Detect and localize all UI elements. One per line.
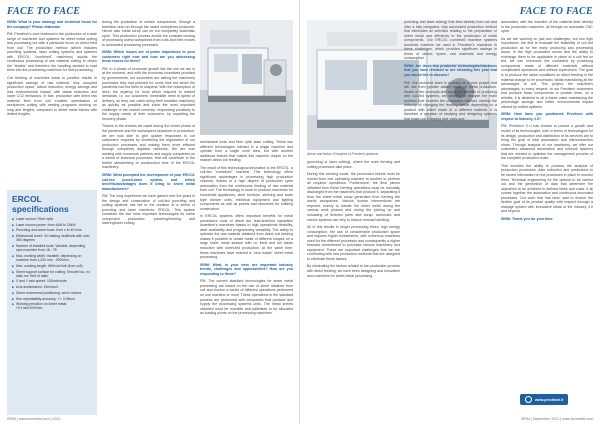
- globe-icon: [525, 396, 532, 403]
- answer-text: All of this results in longer processing times, high energy consumption, the use of considerable production space and requires higher investments, with numerous machines used for the different processes and consequently a higher financial commitment to purchase various machinery and equipment. These are important challenges that we are confronting with new production methods that are designed to eliminate these factors.: [307, 225, 400, 261]
- right-page: [300, 0, 600, 424]
- answer-text: As we are working on just two challenges, but two high importance, the first to evaluate the feasibility of coil fed production as for the many producing and processing areas. In the high production sector and the ability to exchange them to be applicable in place of a coil fed so fed, we can overcome the constraint by producing components made of different materials without complicated operations and without supervision. The goal is to produce the same conditions on direct feeding in the material change to be processed, whilst maintaining all the advantages of coil. This project, the machine's advantages, in every respect, to our Precitech customers that produce those components to provide them, on a reliable, it is destined to all a future value maintaining the percentage savings and better environmental impact offered by coilfed systems.: [501, 36, 593, 109]
- left-column-1: [7, 20, 97, 186]
- answer-text: automated, with the insertion of the material feed directly in the production machines. all through an automatic CNC cycle.: [501, 20, 593, 34]
- machine-illustration: [200, 20, 293, 135]
- answer-text: By eliminating the factors related to the production process with direct feeding, we have been designing and innovative new machines for sheet metal processing.: [307, 264, 400, 278]
- spec-item: ■ Laser source: Fibre optic: [12, 217, 92, 221]
- photo-caption: Above and below: Examples of Precitech products.: [307, 152, 379, 156]
- left-column-3: [200, 140, 293, 415]
- left-column-2: [102, 20, 195, 415]
- right-column-3: [501, 20, 593, 390]
- answer-text: This includes the ability to process the analysis of production processes, data collection and predictions to be stored information on the processes in place to monitor them. Technical engineering for the optimal to be carried out and the generation of data that determine the objectives to be achieved in defined times and costs. It all comes together the automation and continuous innovated processes. Our work that has been said to ensure the flexible goal of its product quality with respect through a manage system with innovative ideas of the Industry 4.0 and beyond.: [501, 163, 593, 214]
- question-text: ISRM: What, in your view, are important industry trends, challenges and opportunities? How are you responding to these?: [200, 262, 293, 276]
- answer-text: Coil feeding of machines leads to positive results in significant savings of raw material, less occupied production space, labour reduction, energy savings and less environmental impact, with waste reduction and lower CO2 emissions. In fact, production with direct raw material feed from coil enables optimisation of workpieces cutting with nesting programs working on long and lengths, compared to sheet metal blanks with limited lengths.: [7, 76, 97, 117]
- answer-text: PM: In a phase of economic growth like the one we are in at the moment, and with the economic incentives provided by governments, our customers are asking the machinery purchases they had planned for some time but which the pandemic had led them to suspend. With the resumption of work, the urgency for tools which respond to market demands, i.e. our customers' immediate need is speed of delivery, so they can catch using their installed machinery as quickly as possible and solve the most important challenge of the market currently: responding positively to the supply needs of their customers, by exploiting the recovery phase.: [102, 66, 195, 121]
- spec-item: ■ Sheet movement/ positioning: servo motors: [12, 291, 92, 295]
- question-text: ISRM: How have you positioned Precitech with respect to Industry 4.0?: [501, 112, 593, 121]
- answer-text: punching and laser cutting) that feed directly from coil and offer a fully integrated, fully automated production method that eliminates all activities relating to the preparation of sheet metal and efficiency in the production of metal components. Our ERCOL combined machine systems launched machine we used in Precitech's machines in these challenges, which provides significant savings in terms of labour, space, raw materials and energy consumption.: [404, 20, 497, 61]
- spec-item: ■ Number of installed tools: Variable, depending upon machine from 18 - 78: [12, 244, 92, 252]
- answer-text: PM: Our technical team is working on a new project that will use from greater added value on metal production. Aware of the concepts and important benefits of producing with coil-fed systems, we decided to analyse the main problem that troubles the production method, namely the difficulty of changing the feeding format depending on a product with sheet made of a different material. It is therefore a question of studying and designing systems that make coil changing fast, easy and: [404, 80, 497, 121]
- website-link[interactable]: [520, 394, 568, 405]
- spec-item: ■ Max. working length: Without limit (from coil): [12, 264, 92, 268]
- question-text: ISRM: Which issues are of prime importance to your customers right now and how are you addressing these issues for them?: [102, 50, 195, 64]
- right-column-1: [307, 160, 400, 415]
- spec-item: ■ Working precision on sheet metal: +0.1mm/1000mm: [12, 302, 92, 310]
- question-text: ISRM: Thank you for your time.: [501, 216, 554, 221]
- spec-item: ■ Laser source power: from 4kW to 15kW: [12, 223, 92, 227]
- machine-photo-left: [200, 20, 293, 135]
- spec-item: ■ Punching and warm force: from x to 40 tons: [12, 228, 92, 232]
- spec-item: ■ Non repeatability accuracy: +/- 0.05mm: [12, 297, 92, 301]
- spec-item: ■ Sheet support surface for cutting: Smooth too, no slats nor 'bed of nails': [12, 270, 92, 278]
- answer-text: during the production of certain components, through a transition and run through the useful workpieces produced. Hence also metal scrap can be cut completely automatic cycle. This production process avoids the constant moving of processing useful workpieces from coils and then moves to automated processing processes.: [102, 20, 195, 47]
- answer-text: PM: The long experience we have gained over the years in the design and construction of coil-fed punching and cutting systems has led to the creation of a series of punching and laser machines, ERCOL. This system combines the two most important technologies for metal component production: punching/forming and lasering/laser cutting.: [102, 194, 195, 226]
- page-header: FACE TO FACE: [7, 6, 81, 17]
- question-text: ISRM: What is your strategy and technical focus for the company? Please elaborate.: [7, 20, 97, 29]
- page-footer: ISRM | www.isrmetals.com | 2021: [7, 417, 61, 421]
- answer-text: (punching or laser cutting), where the main forming and cutting processes take place.: [307, 160, 400, 169]
- answer-text: PM: Precitech's core business is the production of a wide range of machines and systems for sheet metal cutting and processing but with a particular focus on direct feed from coil. The production method (which includes punching systems, laser cutting systems and systems with ERCOL "combined" machines) avoids the continuous processing of raw material cutting to obtain the "sheets" and therefore the handling needed to load them into the processing machines for final processing.: [7, 32, 97, 73]
- website-label: www.precitech.it: [535, 397, 564, 402]
- answer-text: PM: The current standard technologies for sheet metal processing are based on the use of sheet obtained from coil and involve a series of different operations performed on one machine or more. These operations in the standard process are performed with companies that produce and supply the processing systems units. The metal sheets obtained must be movable and palletised to be allocated as loading points on the processing machines.: [200, 279, 293, 316]
- spec-item: ■ Max. working width: Variable, depending on machine from 1,250 mm - 2000mm: [12, 254, 92, 262]
- answer-text: mechanical tools and fibre optic laser cutting. These two different technologies interact in a single machine and operate from a single work area, but with another additional feature that makes this machine unique on the market: direct coil feeding.: [200, 140, 293, 163]
- specifications-sidebar: [7, 190, 97, 415]
- page-footer: ISRM | September 2021 | www.isrmetals.com: [520, 417, 593, 421]
- page-header: FACE TO FACE: [519, 6, 593, 17]
- answer-text: The result of this technological innovation is the ERCOL, a coil-fed "combined" machine. This technology offers significant advantages in processing high production volumes, thanks to a high degree of production cycle automation from the continuous feeding of raw material from coil. The technology is used to produce structures for household appliances, steel furniture, shelving and scale type shower units, electrical equipment and lighting components as well as panels and structures for building construction.: [200, 165, 293, 211]
- question-text: ISRM: What prompted the development of your ERCOL coil-fed punch-laser system, and which benefits/advantages does it bring to sheet metal manufacturers?: [102, 172, 195, 191]
- spec-item: ■ Axis acceleration: 15m/sec2: [12, 285, 92, 289]
- question-text: ISRM: Are there any products/ technologies/machines that you have released or are releasing this year that you would like to discuss?: [404, 63, 497, 78]
- answer-text: In ERCOL systems offers important benefits for metal processors most of which are lead-time/lost capacities downtime's machines thanks to high operational flexibility, wide availability and programming versatility. The ability to optimise the raw material obtained from direct coil feeding makes it possible to create metal of different shapes on a large sheet metal surface with no fixed and full waste reduction with sheet-fed production. At the same time, these machines have entered a "zero waste" sheet metal processing.: [200, 214, 293, 260]
- right-column-2: [404, 20, 497, 415]
- spec-item: ■ Mechanical turret: 40 rotating multitools with over 360 degrees: [12, 234, 92, 242]
- sidebar-title: ERCOL specifications: [12, 194, 69, 214]
- answer-text: PM: Precitech S.r.l has chosen to pursue a growth and model of its technologies, both in terms of technologies for its design, production and distribution of its services are to bring the goal of total automation and interconnection share. Through analysis of our machinery, we offer our customers advanced automation and network systems that are needed to optimise the management process of the complete production chain.: [501, 124, 593, 161]
- spec-list: [12, 217, 92, 311]
- spec-item: ■ X and Y axis speed: 150m/minute: [12, 279, 92, 283]
- answer-text: During this working mode, the processed sheets must be moved from one operating machine to another to perform all required operations. Furthermore, the final pieces obtained from these forming operations must be manually discharged from the machines that produce it, separating it from the sheet metal scrap generated from forming the useful workpieces. Various human interventions are required, mainly to handle the sheet metal during the various work phases and during the picking up and unloading of finished parts and scrap. Automatic and robotic systems can help to reduce manual handling.: [307, 172, 400, 222]
- answer-text: Thanks to the choices we made during the recent phase of the pandemic and the subsequent slowdown in production, we are now able to give quicker responses to our customers' requests by shortening the registration of our production processes and making them more efficient through completely digitised networks. We are now working with numerous partners and supply companies on a series of technical processes, that will contribute to the further streamlining of construction time of the ERCOL machinery.: [102, 124, 195, 170]
